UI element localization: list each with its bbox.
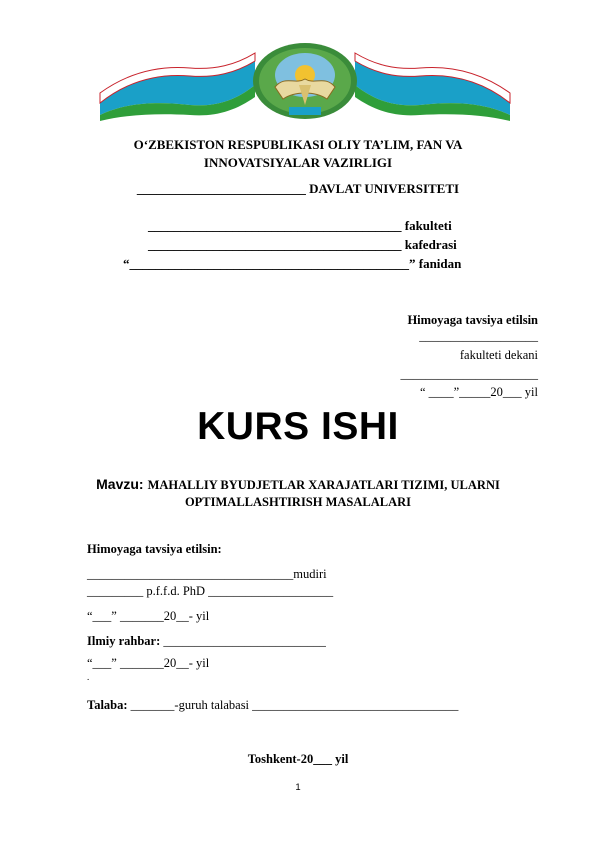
stray-dot: . xyxy=(87,672,90,682)
coat-of-arms xyxy=(253,43,357,119)
student-line: _______-guruh talabasi _________________________________ xyxy=(130,698,459,712)
degree-line: _________ p.f.f.d. PhD ____________________ xyxy=(87,584,334,598)
page-number: 1 xyxy=(295,782,301,793)
defense-date-2: “___” _______20__- yil xyxy=(87,656,210,670)
defense-date-1: “___” _______20__- yil xyxy=(87,609,210,623)
student-label: Talaba: xyxy=(87,698,128,712)
approval-title: Himoyaga tavsiya etilsin xyxy=(407,313,538,327)
state-emblem-banner xyxy=(95,43,515,121)
department-line: _______________________________________ kafedrasi xyxy=(148,237,457,252)
supervisor-label: Ilmiy rahbar: xyxy=(87,634,161,648)
topic-label: Mavzu: xyxy=(96,476,144,492)
supervisor-line: __________________________ xyxy=(163,634,326,648)
topic-line-1 xyxy=(0,476,596,494)
topic-text-1: MAHALLIY BYUDJETLAR XARAJATLARI TIZIMI, ULARNI xyxy=(147,478,500,492)
topic-line-2: OPTIMALLASHTIRISH MASALALARI xyxy=(184,495,412,509)
document-title: KURS ISHI xyxy=(197,405,399,448)
university-line: __________________________ DAVLAT UNIVERSITETI xyxy=(136,181,460,196)
ministry-line-1: O‘ZBEKISTON RESPUBLIKASI OLIY TA’LIM, FAN VA xyxy=(133,137,463,152)
student-row xyxy=(87,698,458,713)
approval-date: “ ____”_____20___ yil xyxy=(419,385,538,399)
city-year: Toshkent-20___ yil xyxy=(247,752,349,766)
dean-signature-line: ______________________ xyxy=(400,367,538,381)
subject-line: “___________________________________________” fanidan xyxy=(123,256,462,271)
supervisor-row xyxy=(87,634,326,649)
defense-heading: Himoyaga tavsiya etilsin: xyxy=(87,542,222,556)
ministry-line-2: INNOVATSIYALAR VAZIRLIGI xyxy=(203,155,393,170)
approval-signature-line: ___________________ xyxy=(419,329,538,343)
dean-label: fakulteti dekani xyxy=(459,348,538,362)
department-head-line: _________________________________mudiri xyxy=(87,567,327,581)
faculty-line: _______________________________________ fakulteti xyxy=(148,218,452,233)
